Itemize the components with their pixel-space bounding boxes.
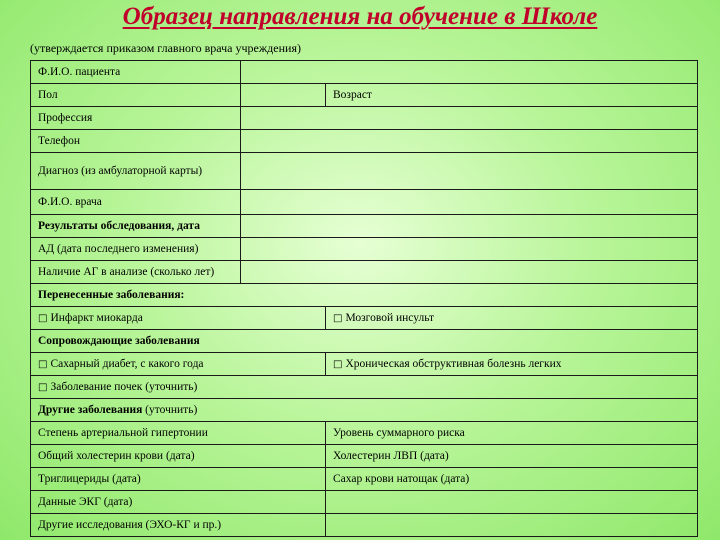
diabetes-label: Сахарный диабет, с какого года: [50, 358, 204, 370]
sex-label: Пол: [31, 84, 241, 107]
checkbox-icon[interactable]: □: [333, 313, 343, 324]
kidney-option[interactable]: [31, 376, 698, 399]
profession-label: Профессия: [31, 107, 241, 130]
checkbox-icon[interactable]: □: [38, 359, 48, 370]
stroke-option[interactable]: [326, 307, 698, 330]
other-diseases-note: (уточнить): [142, 404, 198, 416]
doctor-name-label: Ф.И.О. врача: [31, 190, 241, 215]
infarction-label: Инфаркт миокарда: [50, 312, 143, 324]
copd-label: Хроническая обструктивная болезнь легких: [345, 358, 562, 370]
page-title: Образец направления на обучение в Школе: [122, 3, 598, 30]
profession-field[interactable]: [241, 107, 698, 130]
age-label: Возраст: [326, 84, 698, 107]
phone-field[interactable]: [241, 130, 698, 153]
diagnosis-field[interactable]: [241, 153, 698, 190]
referral-form: [30, 60, 698, 537]
bp-label: АД (дата последнего изменения): [31, 238, 241, 261]
hypertension-grade-label: Степень артериальной гипертонии: [31, 422, 326, 445]
doctor-name-field[interactable]: [241, 190, 698, 215]
page-subtitle: (утверждается приказом главного врача учреждения): [30, 41, 301, 55]
infarction-option[interactable]: [31, 307, 326, 330]
ecg-label: Данные ЭКГ (дата): [31, 491, 326, 514]
copd-option[interactable]: [326, 353, 698, 376]
cholesterol-label: Общий холестерин крови (дата): [31, 445, 326, 468]
checkbox-icon[interactable]: □: [38, 313, 48, 324]
ecg-field[interactable]: [326, 491, 698, 514]
exam-results-field[interactable]: [241, 215, 698, 238]
comorbid-heading: Сопровождающие заболевания: [31, 330, 698, 353]
other-studies-field[interactable]: [326, 514, 698, 537]
kidney-label: Заболевание почек (уточнить): [50, 381, 198, 393]
ah-history-label: Наличие АГ в анализе (сколько лет): [31, 261, 241, 284]
diagnosis-label: Диагноз (из амбулаторной карты): [31, 153, 241, 190]
other-studies-label: Другие исследования (ЭХО-КГ и пр.): [31, 514, 326, 537]
triglycerides-label: Триглицериды (дата): [31, 468, 326, 491]
exam-results-label: Результаты обследования, дата: [31, 215, 241, 238]
sex-field[interactable]: [241, 84, 326, 107]
checkbox-icon[interactable]: □: [333, 359, 343, 370]
fasting-sugar-label: Сахар крови натощак (дата): [326, 468, 698, 491]
checkbox-icon[interactable]: □: [38, 382, 48, 393]
patient-name-label: Ф.И.О. пациента: [31, 61, 241, 84]
other-diseases-label: Другие заболевания: [38, 404, 143, 416]
total-risk-label: Уровень суммарного риска: [326, 422, 698, 445]
past-diseases-heading: Перенесенные заболевания:: [31, 284, 698, 307]
ah-history-field[interactable]: [241, 261, 698, 284]
other-diseases-row: [31, 399, 698, 422]
patient-name-field[interactable]: [241, 61, 698, 84]
bp-field[interactable]: [241, 238, 698, 261]
diabetes-option[interactable]: [31, 353, 326, 376]
phone-label: Телефон: [31, 130, 241, 153]
hdl-label: Холестерин ЛВП (дата): [326, 445, 698, 468]
stroke-label: Мозговой инсульт: [345, 312, 435, 324]
